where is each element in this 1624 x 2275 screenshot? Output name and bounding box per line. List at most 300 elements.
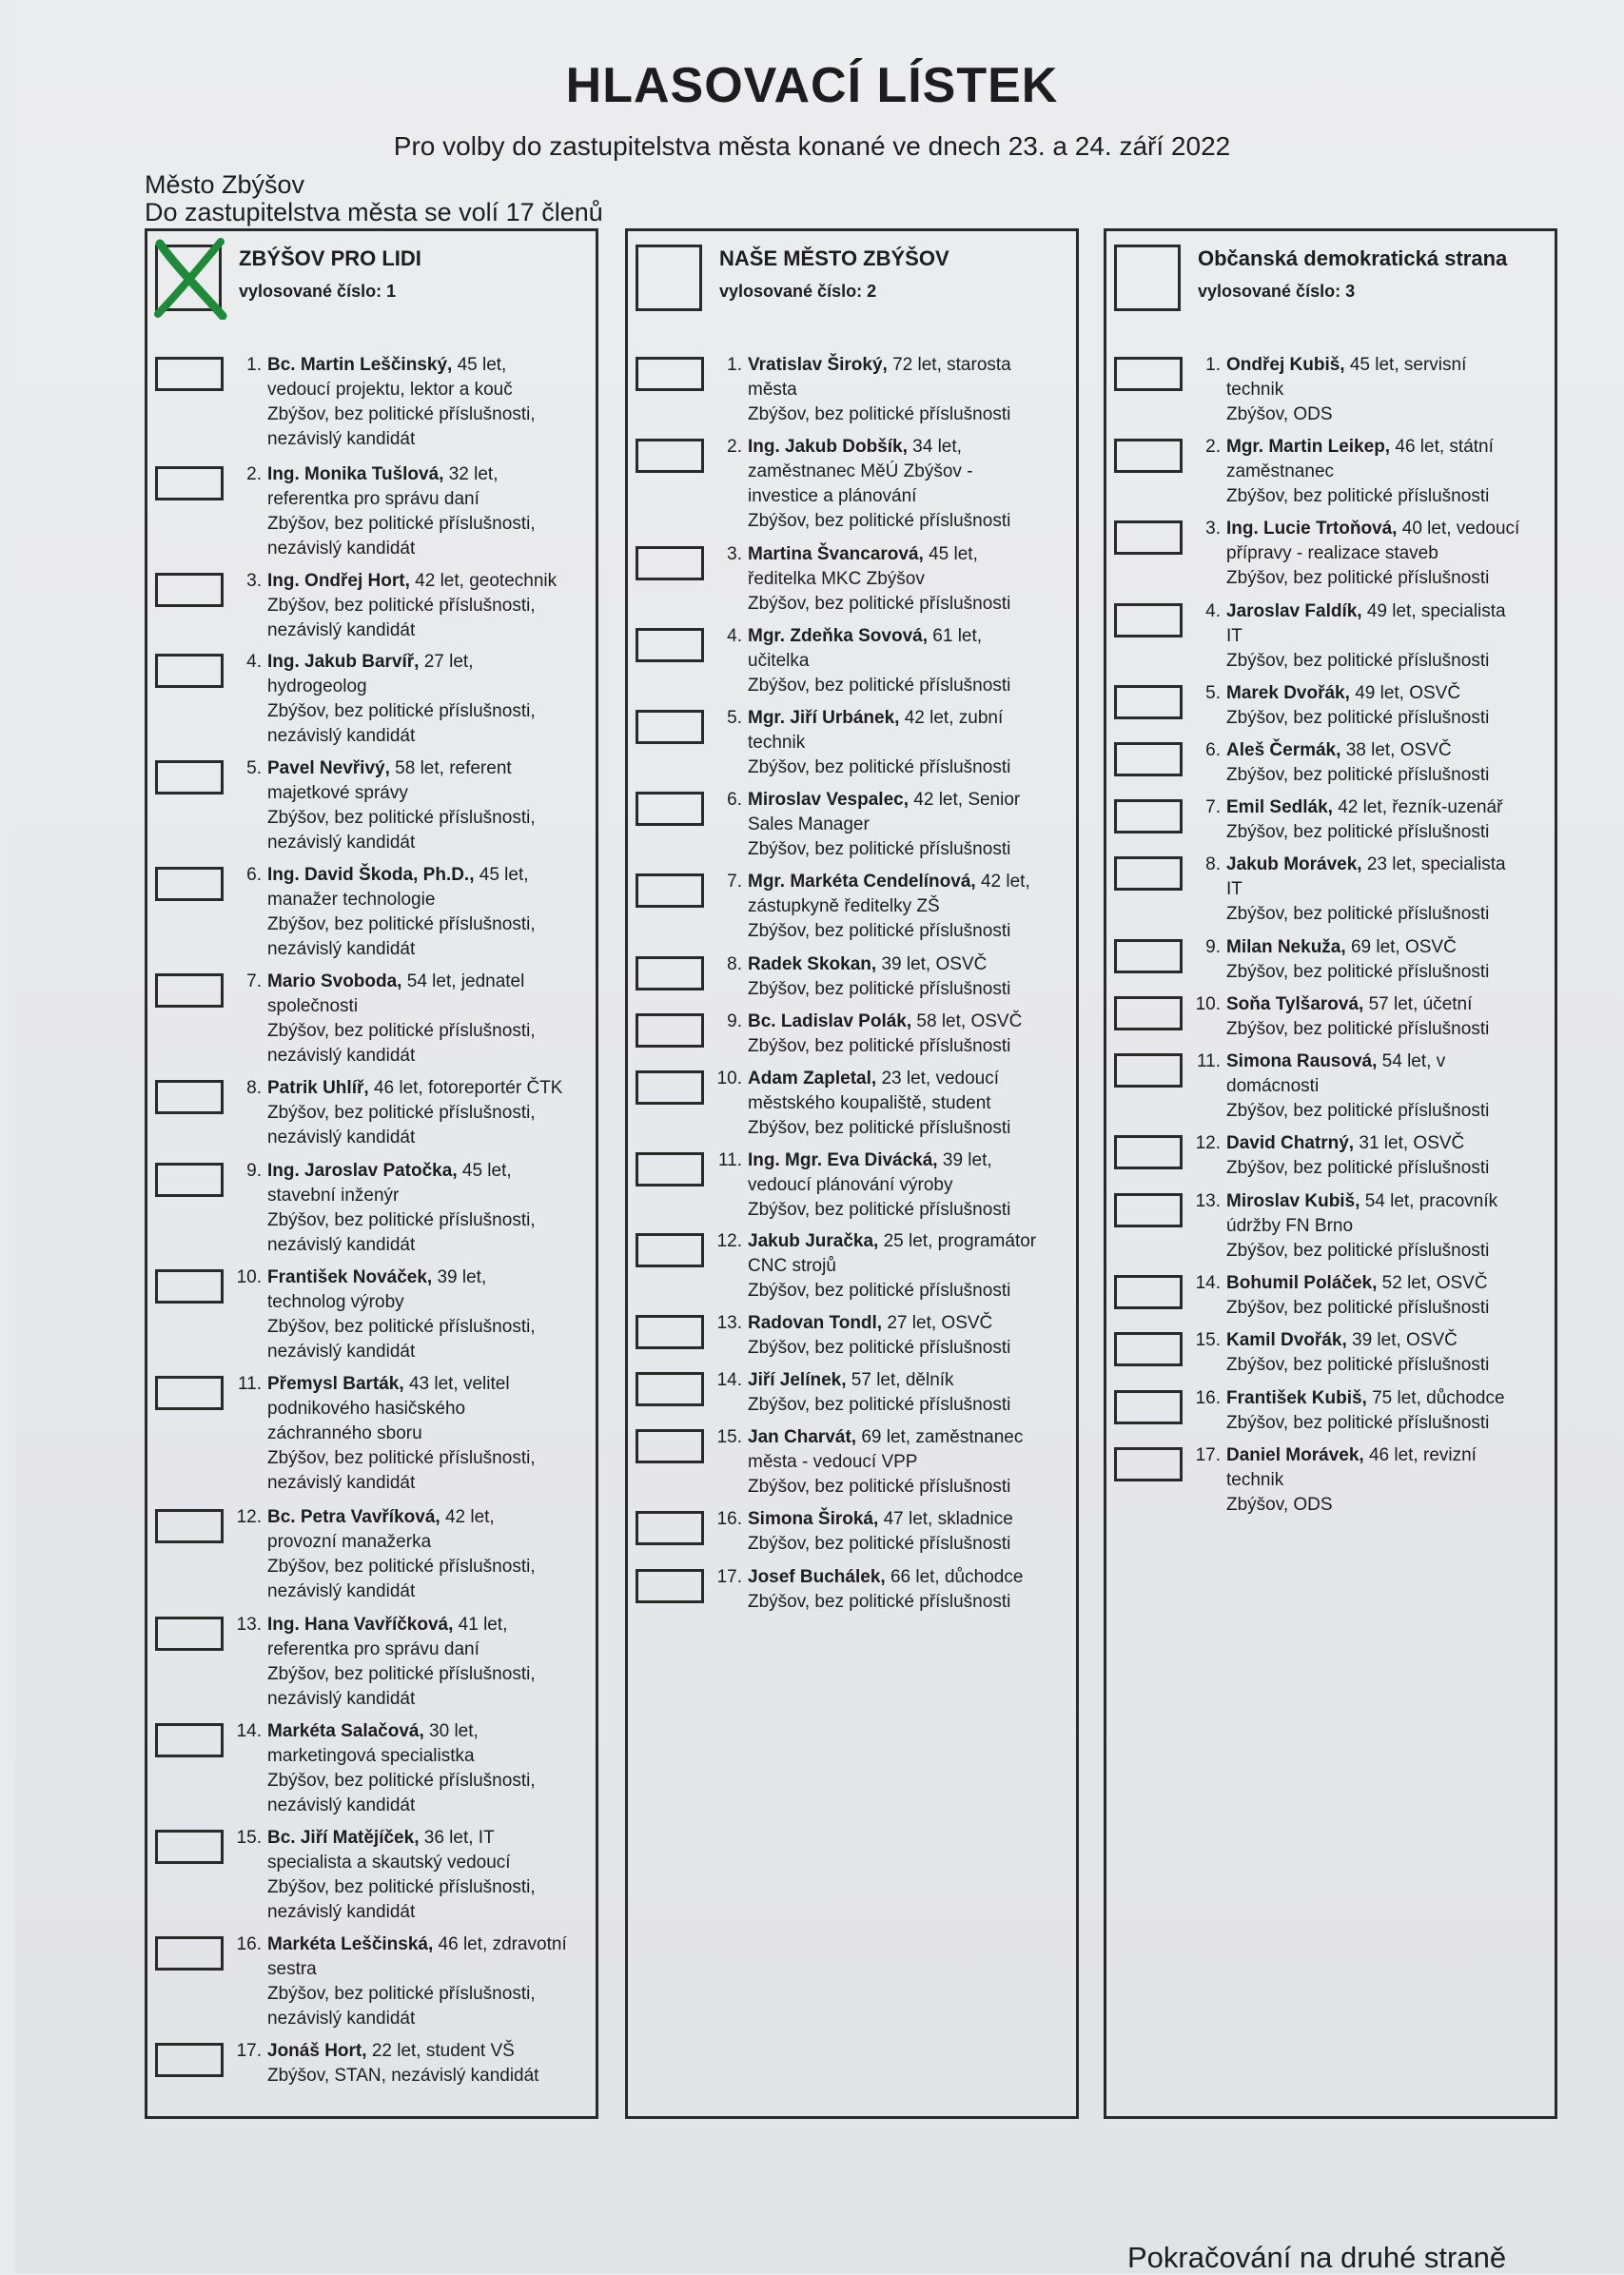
candidate-detail: stavební inženýr bbox=[267, 1186, 400, 1206]
candidate-name: Daniel Morávek, bbox=[1226, 1445, 1364, 1465]
candidate-number: 8. bbox=[246, 1078, 262, 1098]
candidate-detail: nezávislý kandidát bbox=[267, 1689, 416, 1709]
candidate-name: Jonáš Hort, bbox=[267, 2041, 367, 2061]
candidate-number: 7. bbox=[246, 971, 262, 991]
candidate-detail: 39 let, OSVČ bbox=[881, 954, 988, 974]
candidate-detail: Zbýšov, bez politické příslušnosti, bbox=[267, 514, 536, 534]
candidate-name: Josef Buchálek, bbox=[748, 1567, 886, 1587]
candidate-first-line bbox=[1226, 1386, 1550, 1411]
candidate-checkbox[interactable] bbox=[636, 1013, 704, 1048]
candidate-checkbox[interactable] bbox=[636, 1569, 704, 1603]
candidate-detail: 42 let, řezník-uzenář bbox=[1338, 797, 1503, 817]
candidate-text bbox=[267, 1932, 591, 2031]
candidate-name: Mario Svoboda, bbox=[267, 971, 402, 991]
candidate-detail: IT bbox=[1226, 626, 1242, 646]
candidate-detail: nezávislý kandidát bbox=[267, 1795, 416, 1815]
candidate-name: Ing. Mgr. Eva Divácká, bbox=[748, 1150, 938, 1170]
candidate-checkbox[interactable] bbox=[155, 1723, 224, 1757]
candidate-name: Jan Charvát, bbox=[748, 1427, 857, 1447]
seats-note: Do zastupitelstva města se volí 17 členů bbox=[145, 198, 603, 226]
candidate-detail: nezávislý kandidát bbox=[267, 726, 416, 746]
candidate-checkbox[interactable] bbox=[1114, 603, 1183, 637]
candidate-detail: 22 let, student VŠ bbox=[371, 2041, 515, 2061]
candidate-number: 5. bbox=[246, 758, 262, 778]
candidate-checkbox[interactable] bbox=[155, 573, 224, 607]
candidate-detail: podnikového hasičského bbox=[267, 1399, 466, 1419]
candidate-detail: Zbýšov, bez politické příslušnosti, bbox=[267, 1557, 536, 1577]
candidate-detail: vedoucí projektu, lektor a kouč bbox=[267, 380, 513, 400]
candidate-detail: Zbýšov, bez politické příslušnosti bbox=[748, 1592, 1011, 1612]
candidate-name: Martina Švancarová, bbox=[748, 544, 924, 564]
candidate-detail: nezávislý kandidát bbox=[267, 833, 416, 853]
candidate-checkbox[interactable] bbox=[155, 1509, 224, 1543]
candidate-name: Ing. Monika Tušlová, bbox=[267, 464, 444, 484]
candidate-detail: Zbýšov, bez politické příslušnosti bbox=[748, 1477, 1011, 1497]
candidate-number: 2. bbox=[246, 464, 262, 484]
candidate-detail: Zbýšov, bez politické příslušnosti bbox=[748, 1118, 1011, 1138]
candidate-detail: technik bbox=[1226, 1470, 1284, 1490]
candidate-checkbox[interactable] bbox=[1114, 1193, 1183, 1227]
candidate-name: Mgr. Martin Leikep, bbox=[1226, 437, 1391, 457]
candidate-detail: Zbýšov, bez politické příslušnosti bbox=[748, 1534, 1011, 1554]
party-checkbox-1[interactable] bbox=[155, 245, 222, 311]
candidate-detail: 49 let, OSVČ bbox=[1355, 683, 1461, 703]
candidate-detail: Zbýšov, bez politické příslušnosti bbox=[748, 594, 1011, 614]
candidate-detail: 42 let, zubní bbox=[904, 708, 1004, 728]
candidate-detail: Zbýšov, bez politické příslušnosti bbox=[748, 676, 1011, 696]
candidate-detail: 75 let, důchodce bbox=[1372, 1388, 1505, 1408]
candidate-text bbox=[748, 1507, 1071, 1557]
candidate-detail: nezávislý kandidát bbox=[267, 1581, 416, 1601]
candidate-number: 15. bbox=[1195, 1330, 1221, 1350]
candidate-detail: Zbýšov, bez politické příslušnosti bbox=[748, 979, 1011, 999]
candidate-detail: vedoucí plánování výroby bbox=[748, 1175, 953, 1195]
candidate-checkbox[interactable] bbox=[155, 1617, 224, 1651]
candidate-text bbox=[748, 1565, 1071, 1615]
candidate-detail: Zbýšov, bez politické příslušnosti, bbox=[267, 1877, 536, 1897]
candidate-detail: nezávislý kandidát bbox=[267, 429, 416, 449]
candidate-name: Bc. Petra Vavříková, bbox=[267, 1507, 440, 1527]
candidate-first-line bbox=[1226, 517, 1550, 541]
candidate-detail: společnosti bbox=[267, 996, 359, 1016]
party-column-2 bbox=[625, 228, 1079, 2119]
candidate-checkbox[interactable] bbox=[155, 2043, 224, 2077]
candidate-text bbox=[1226, 1271, 1550, 1321]
candidate-name: David Chatrný, bbox=[1226, 1133, 1355, 1153]
candidate-first-line bbox=[748, 542, 1071, 567]
candidate-name: Markéta Salačová, bbox=[267, 1721, 424, 1741]
candidate-text bbox=[267, 1505, 591, 1604]
candidate-name: Radovan Tondl, bbox=[748, 1313, 883, 1333]
candidate-checkbox[interactable] bbox=[155, 1936, 224, 1971]
candidate-number: 14. bbox=[236, 1721, 262, 1741]
candidate-name: Simona Široká, bbox=[748, 1509, 879, 1529]
candidate-name: Jiří Jelínek, bbox=[748, 1370, 847, 1390]
candidate-detail: Zbýšov, bez politické příslušnosti bbox=[748, 1281, 1011, 1301]
candidate-detail: Zbýšov, bez politické příslušnosti bbox=[748, 921, 1011, 941]
candidate-number: 14. bbox=[1195, 1273, 1221, 1293]
candidate-checkbox[interactable] bbox=[1114, 856, 1183, 891]
candidate-number: 8. bbox=[1205, 854, 1221, 874]
candidate-detail: Zbýšov, bez politické příslušnosti, bbox=[267, 1448, 536, 1468]
candidate-detail: Zbýšov, bez politické příslušnosti, bbox=[267, 1210, 536, 1230]
candidate-detail: sestra bbox=[267, 1959, 317, 1979]
candidate-number: 16. bbox=[1195, 1388, 1221, 1408]
candidate-detail: IT bbox=[1226, 879, 1242, 899]
candidate-checkbox[interactable] bbox=[1114, 1275, 1183, 1309]
candidate-number: 7. bbox=[727, 872, 742, 892]
candidate-detail: 61 let, bbox=[932, 626, 983, 646]
candidate-checkbox[interactable] bbox=[155, 357, 224, 391]
candidate-detail: 46 let, zdravotní bbox=[438, 1934, 567, 1954]
candidate-text bbox=[748, 788, 1071, 862]
candidate-checkbox[interactable] bbox=[155, 1080, 224, 1114]
candidate-checkbox[interactable] bbox=[1114, 1390, 1183, 1424]
candidate-detail: 69 let, zaměstnanec bbox=[861, 1427, 1024, 1447]
candidate-detail: referentka pro správu daní bbox=[267, 1639, 479, 1659]
candidate-number: 6. bbox=[246, 865, 262, 885]
candidate-detail: nezávislý kandidát bbox=[267, 1046, 416, 1066]
candidate-detail: 39 let, bbox=[437, 1267, 487, 1287]
candidate-checkbox[interactable] bbox=[636, 1070, 704, 1105]
candidate-detail: manažer technologie bbox=[267, 890, 436, 910]
candidate-detail: provozní manažerka bbox=[267, 1532, 432, 1552]
candidate-first-line bbox=[267, 650, 591, 675]
candidate-detail: 25 let, programátor bbox=[883, 1231, 1037, 1251]
candidate-detail: Zbýšov, bez politické příslušnosti, bbox=[267, 404, 536, 424]
candidate-name: Ing. Jakub Dobšík, bbox=[748, 437, 908, 457]
candidate-detail: nezávislý kandidát bbox=[267, 1473, 416, 1493]
candidate-number: 1. bbox=[246, 355, 262, 375]
candidate-detail: 41 let, bbox=[458, 1615, 508, 1635]
candidate-name: Jakub Juračka, bbox=[748, 1231, 879, 1251]
candidate-first-line bbox=[267, 863, 591, 888]
candidate-text bbox=[267, 1265, 591, 1364]
candidate-detail: Zbýšov, bez politické příslušnosti bbox=[748, 404, 1011, 424]
candidate-number: 15. bbox=[236, 1828, 262, 1848]
party-column-3 bbox=[1104, 228, 1557, 2119]
candidate-text bbox=[1226, 681, 1550, 731]
candidate-detail: Zbýšov, bez politické příslušnosti bbox=[1226, 1355, 1490, 1375]
candidate-name: Soňa Tylšarová, bbox=[1226, 994, 1364, 1014]
candidate-checkbox[interactable] bbox=[636, 873, 704, 908]
candidate-number: 2. bbox=[727, 437, 742, 457]
candidate-number: 2. bbox=[1205, 437, 1221, 457]
candidate-checkbox[interactable] bbox=[155, 760, 224, 794]
candidate-text bbox=[748, 706, 1071, 780]
candidate-name: Vratislav Široký, bbox=[748, 355, 888, 375]
candidate-number: 1. bbox=[1205, 355, 1221, 375]
candidate-detail: referentka pro správu daní bbox=[267, 489, 479, 509]
candidate-number: 10. bbox=[716, 1069, 742, 1088]
candidate-detail: technik bbox=[748, 733, 806, 753]
candidate-detail: 58 let, OSVČ bbox=[916, 1011, 1023, 1031]
candidate-name: Ing. David Škoda, Ph.D., bbox=[267, 865, 475, 885]
candidate-text bbox=[1226, 517, 1550, 591]
candidate-detail: 40 let, vedoucí bbox=[1401, 519, 1520, 539]
candidate-detail: 34 let, bbox=[912, 437, 962, 457]
candidate-detail: 49 let, specialista bbox=[1366, 601, 1506, 621]
candidate-checkbox[interactable] bbox=[636, 1372, 704, 1406]
candidate-name: Jaroslav Faldík, bbox=[1226, 601, 1362, 621]
candidate-detail: 23 let, specialista bbox=[1366, 854, 1506, 874]
candidate-checkbox[interactable] bbox=[155, 466, 224, 500]
candidate-detail: Zbýšov, bez politické příslušnosti, bbox=[267, 701, 536, 721]
candidate-detail: Zbýšov, bez politické příslušnosti bbox=[748, 839, 1011, 859]
candidate-text bbox=[1226, 738, 1550, 788]
candidate-text bbox=[267, 1826, 591, 1925]
candidate-checkbox[interactable] bbox=[1114, 742, 1183, 776]
candidate-number: 4. bbox=[727, 626, 742, 646]
candidate-name: Emil Sedlák, bbox=[1226, 797, 1333, 817]
candidate-detail: 58 let, referent bbox=[395, 758, 512, 778]
candidate-first-line bbox=[1226, 738, 1550, 763]
candidate-text bbox=[748, 542, 1071, 617]
candidate-checkbox[interactable] bbox=[1114, 996, 1183, 1030]
candidate-checkbox[interactable] bbox=[636, 1152, 704, 1187]
party-checkbox-2[interactable] bbox=[636, 245, 702, 311]
candidate-text bbox=[267, 353, 591, 452]
candidate-detail: 54 let, jednatel bbox=[406, 971, 525, 991]
candidate-detail: města bbox=[748, 380, 797, 400]
candidate-number: 4. bbox=[1205, 601, 1221, 621]
candidate-name: Markéta Leščinská, bbox=[267, 1934, 434, 1954]
candidate-text bbox=[1226, 992, 1550, 1042]
candidate-detail: 38 let, OSVČ bbox=[1345, 740, 1452, 760]
candidate-first-line bbox=[1226, 795, 1550, 820]
candidate-text bbox=[748, 1010, 1071, 1059]
candidate-checkbox[interactable] bbox=[155, 867, 224, 901]
candidate-text bbox=[748, 870, 1071, 944]
candidate-number: 13. bbox=[1195, 1191, 1221, 1211]
candidate-detail: Zbýšov, bez politické příslušnosti bbox=[1226, 486, 1490, 506]
candidate-detail: technik bbox=[1226, 380, 1284, 400]
candidate-first-line bbox=[267, 462, 591, 487]
candidate-name: Radek Skokan, bbox=[748, 954, 877, 974]
candidate-text bbox=[748, 1425, 1071, 1500]
candidate-first-line bbox=[748, 952, 1071, 977]
candidate-first-line bbox=[1226, 1271, 1550, 1296]
candidate-name: Marek Dvořák, bbox=[1226, 683, 1350, 703]
candidate-detail: 42 let, bbox=[980, 872, 1030, 892]
candidate-text bbox=[267, 2039, 591, 2089]
candidate-first-line bbox=[748, 1368, 1071, 1393]
candidate-first-line bbox=[748, 1311, 1071, 1336]
candidate-detail: nezávislý kandidát bbox=[267, 939, 416, 959]
candidate-first-line bbox=[1226, 435, 1550, 460]
party-number-1: vylosované číslo: 1 bbox=[239, 282, 397, 301]
candidate-detail: Zbýšov, ODS bbox=[1226, 404, 1333, 424]
candidate-text bbox=[1226, 935, 1550, 985]
candidate-detail: Zbýšov, bez politické příslušnosti bbox=[1226, 1241, 1490, 1261]
candidate-detail: ředitelka MKC Zbýšov bbox=[748, 569, 925, 589]
party-name-3: Občanská demokratická strana bbox=[1198, 246, 1508, 270]
candidate-checkbox[interactable] bbox=[1114, 685, 1183, 719]
candidate-detail: Zbýšov, bez politické příslušnosti, bbox=[267, 596, 536, 616]
candidate-detail: 46 let, státní bbox=[1395, 437, 1494, 457]
candidate-detail: nezávislý kandidát bbox=[267, 1902, 416, 1922]
candidate-name: Miroslav Kubiš, bbox=[1226, 1191, 1360, 1211]
candidate-checkbox[interactable] bbox=[636, 1429, 704, 1463]
candidate-number: 8. bbox=[727, 954, 742, 974]
candidate-detail: Zbýšov, bez politické příslušnosti bbox=[1226, 1019, 1490, 1039]
candidate-detail: 72 let, starosta bbox=[892, 355, 1011, 375]
candidate-checkbox[interactable] bbox=[636, 546, 704, 580]
candidate-text bbox=[1226, 599, 1550, 674]
candidate-detail: městského koupaliště, student bbox=[748, 1093, 991, 1113]
candidate-detail: 45 let, servisní bbox=[1349, 355, 1467, 375]
candidate-first-line bbox=[267, 1159, 591, 1184]
candidate-detail: 30 let, bbox=[429, 1721, 479, 1741]
candidate-checkbox[interactable] bbox=[636, 1511, 704, 1545]
candidate-text bbox=[1226, 435, 1550, 509]
candidate-checkbox[interactable] bbox=[155, 654, 224, 688]
candidate-detail: 42 let, geotechnik bbox=[415, 571, 558, 591]
candidate-name: Miroslav Vespalec, bbox=[748, 790, 909, 810]
candidate-text bbox=[748, 1311, 1071, 1361]
candidate-checkbox[interactable] bbox=[155, 1163, 224, 1197]
candidate-number: 16. bbox=[716, 1509, 742, 1529]
candidate-number: 3. bbox=[1205, 519, 1221, 539]
candidate-first-line bbox=[267, 1372, 591, 1397]
candidate-checkbox[interactable] bbox=[155, 1830, 224, 1864]
candidate-detail: 45 let, bbox=[929, 544, 978, 564]
candidate-detail: 45 let, bbox=[479, 865, 529, 885]
candidate-number: 10. bbox=[1195, 994, 1221, 1014]
candidate-checkbox[interactable] bbox=[1114, 1447, 1183, 1481]
candidate-checkbox[interactable] bbox=[636, 956, 704, 990]
candidate-checkbox[interactable] bbox=[636, 792, 704, 826]
candidate-detail: nezávislý kandidát bbox=[267, 620, 416, 640]
candidate-detail: nezávislý kandidát bbox=[267, 1342, 416, 1362]
candidate-detail: 57 let, dělník bbox=[851, 1370, 954, 1390]
candidate-name: Bc. Ladislav Polák, bbox=[748, 1011, 912, 1031]
candidate-text bbox=[1226, 853, 1550, 927]
candidate-detail: 66 let, důchodce bbox=[890, 1567, 1024, 1587]
candidate-name: Ing. Jaroslav Patočka, bbox=[267, 1161, 458, 1181]
candidate-first-line bbox=[1226, 1443, 1550, 1468]
candidate-number: 6. bbox=[727, 790, 742, 810]
candidate-detail: 57 let, účetní bbox=[1368, 994, 1473, 1014]
candidate-detail: Zbýšov, bez politické příslušnosti bbox=[748, 1395, 1011, 1415]
candidate-checkbox[interactable] bbox=[636, 628, 704, 662]
candidate-name: Mgr. Jiří Urbánek, bbox=[748, 708, 900, 728]
party-number-3: vylosované číslo: 3 bbox=[1198, 282, 1356, 301]
candidate-detail: Zbýšov, bez politické příslušnosti bbox=[1226, 1158, 1490, 1178]
candidate-first-line bbox=[1226, 1328, 1550, 1353]
candidate-checkbox[interactable] bbox=[155, 1376, 224, 1410]
candidate-detail: majetkové správy bbox=[267, 783, 408, 803]
candidate-first-line bbox=[748, 435, 1071, 460]
candidate-detail: Zbýšov, bez politické příslušnosti bbox=[1226, 765, 1490, 785]
candidate-text bbox=[267, 462, 591, 561]
party-number-2: vylosované číslo: 2 bbox=[719, 282, 877, 301]
candidate-text bbox=[267, 1372, 591, 1496]
candidate-checkbox[interactable] bbox=[1114, 1053, 1183, 1088]
candidate-checkbox[interactable] bbox=[155, 973, 224, 1008]
candidate-detail: 27 let, OSVČ bbox=[887, 1313, 993, 1333]
candidate-name: Bc. Martin Leščinský, bbox=[267, 355, 453, 375]
candidate-detail: 47 let, skladnice bbox=[883, 1509, 1013, 1529]
candidate-first-line bbox=[267, 569, 591, 594]
candidate-checkbox[interactable] bbox=[1114, 1332, 1183, 1366]
candidate-checkbox[interactable] bbox=[1114, 799, 1183, 834]
candidate-checkbox[interactable] bbox=[1114, 939, 1183, 973]
candidate-first-line bbox=[1226, 992, 1550, 1017]
candidate-detail: 39 let, bbox=[942, 1150, 992, 1170]
candidate-detail: nezávislý kandidát bbox=[267, 539, 416, 559]
candidate-detail: přípravy - realizace staveb bbox=[1226, 543, 1438, 563]
candidate-checkbox[interactable] bbox=[636, 439, 704, 473]
candidate-text bbox=[1226, 1443, 1550, 1518]
candidate-number: 13. bbox=[716, 1313, 742, 1333]
candidate-detail: technolog výroby bbox=[267, 1292, 404, 1312]
candidate-detail: Zbýšov, bez politické příslušnosti bbox=[1226, 962, 1490, 982]
candidate-number: 17. bbox=[1195, 1445, 1221, 1465]
candidate-detail: marketingová specialistka bbox=[267, 1746, 475, 1766]
candidate-name: Ing. Hana Vavříčková, bbox=[267, 1615, 454, 1635]
candidate-detail: Zbýšov, bez politické příslušnosti, bbox=[267, 1317, 536, 1337]
candidate-name: Ondřej Kubiš, bbox=[1226, 355, 1345, 375]
candidate-detail: Zbýšov, bez politické příslušnosti bbox=[1226, 568, 1490, 588]
candidate-name: Mgr. Markéta Cendelínová, bbox=[748, 872, 976, 892]
candidate-detail: Zbýšov, bez politické příslušnosti, bbox=[267, 1984, 536, 2004]
party-name-1: ZBÝŠOV PRO LIDI bbox=[239, 246, 421, 270]
candidate-first-line bbox=[267, 1826, 591, 1851]
candidate-checkbox[interactable] bbox=[1114, 439, 1183, 473]
candidate-checkbox[interactable] bbox=[636, 1233, 704, 1267]
candidate-detail: Zbýšov, bez politické příslušnosti bbox=[748, 1338, 1011, 1358]
candidate-first-line bbox=[1226, 935, 1550, 960]
party-column-1 bbox=[145, 228, 598, 2119]
candidate-checkbox[interactable] bbox=[1114, 520, 1183, 555]
candidate-checkbox[interactable] bbox=[155, 1269, 224, 1304]
candidate-first-line bbox=[267, 1505, 591, 1530]
candidate-name: Ing. Jakub Barvíř, bbox=[267, 652, 420, 672]
candidate-number: 11. bbox=[1196, 1051, 1221, 1071]
candidate-text bbox=[748, 624, 1071, 698]
candidate-detail: Zbýšov, bez politické příslušnosti bbox=[1226, 904, 1490, 924]
candidate-checkbox[interactable] bbox=[1114, 357, 1183, 391]
candidate-first-line bbox=[267, 1932, 591, 1957]
candidate-checkbox[interactable] bbox=[636, 710, 704, 744]
candidate-checkbox[interactable] bbox=[636, 1315, 704, 1349]
candidate-detail: 45 let, bbox=[457, 355, 507, 375]
candidate-number: 6. bbox=[1205, 740, 1221, 760]
candidate-detail: Sales Manager bbox=[748, 814, 870, 834]
candidate-detail: 46 let, fotoreportér ČTK bbox=[373, 1078, 563, 1098]
candidate-first-line bbox=[748, 870, 1071, 894]
candidate-number: 4. bbox=[246, 652, 262, 672]
candidate-checkbox[interactable] bbox=[1114, 1135, 1183, 1169]
candidate-detail: domácnosti bbox=[1226, 1076, 1320, 1096]
candidate-detail: 23 let, vedoucí bbox=[881, 1069, 1000, 1088]
candidate-first-line bbox=[267, 353, 591, 378]
candidate-text bbox=[1226, 1386, 1550, 1436]
candidate-name: Mgr. Zdeňka Sovová, bbox=[748, 626, 928, 646]
candidate-name: František Nováček, bbox=[267, 1267, 433, 1287]
candidate-number: 3. bbox=[246, 571, 262, 591]
candidate-detail: Zbýšov, bez politické příslušnosti bbox=[1226, 651, 1490, 671]
candidate-detail: 31 let, OSVČ bbox=[1359, 1133, 1465, 1153]
candidate-text bbox=[1226, 795, 1550, 845]
candidate-text bbox=[267, 1719, 591, 1818]
candidate-text bbox=[748, 435, 1071, 534]
candidate-text bbox=[1226, 1049, 1550, 1124]
party-checkbox-3[interactable] bbox=[1114, 245, 1181, 311]
candidate-detail: nezávislý kandidát bbox=[267, 1128, 416, 1147]
candidate-checkbox[interactable] bbox=[636, 357, 704, 391]
